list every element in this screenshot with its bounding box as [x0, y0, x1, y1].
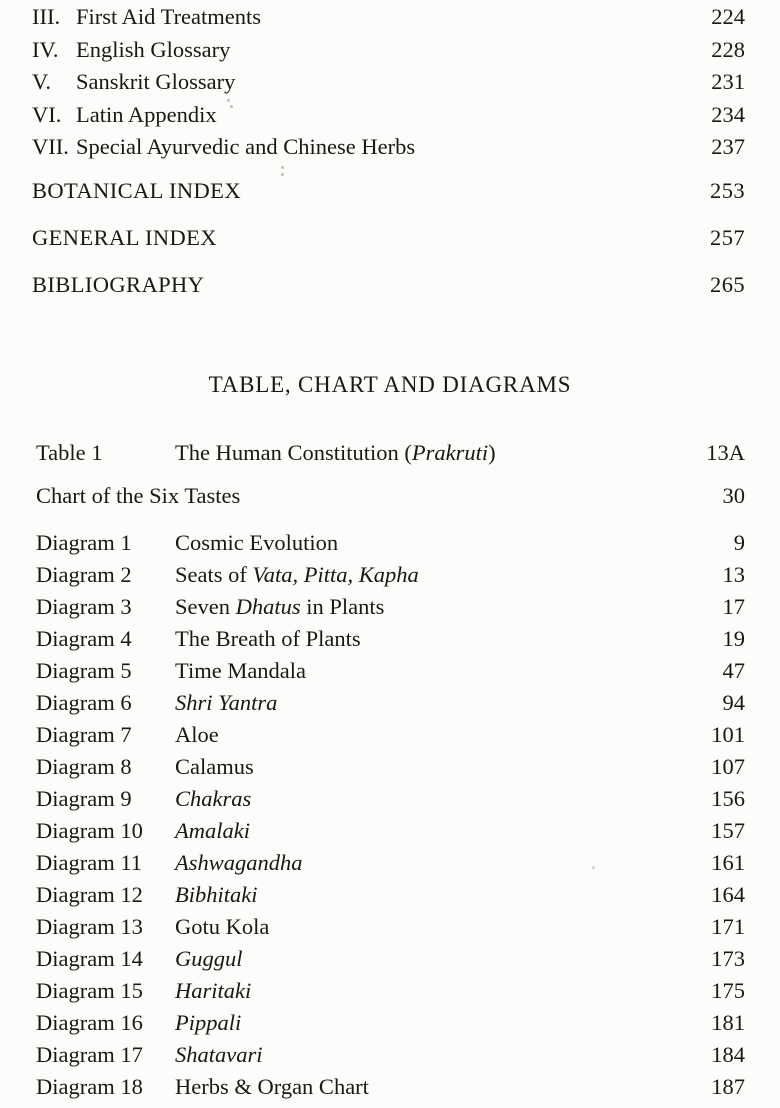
figure-row	[36, 975, 745, 1007]
page-number: 253	[710, 177, 745, 203]
figure-title	[175, 818, 701, 844]
page-number: 101	[711, 722, 745, 747]
italic-term: Chakras	[175, 786, 252, 811]
figure-row	[36, 591, 745, 623]
figure-row	[36, 719, 745, 751]
italic-term: Vata, Pitta, Kapha	[252, 562, 419, 587]
figure-title	[175, 978, 701, 1004]
figure-row	[36, 847, 745, 879]
figure-label: Diagram 4	[36, 626, 132, 651]
plain-text: Seven	[175, 594, 236, 619]
page-number: 257	[710, 224, 745, 250]
figure-row	[36, 623, 745, 655]
page-number: 224	[711, 4, 745, 30]
figure-title	[175, 786, 701, 812]
plain-text: Aloe	[175, 722, 219, 747]
entry-title: BOTANICAL INDEX	[32, 177, 241, 203]
page-number: 17	[722, 594, 745, 619]
entry-title: Sanskrit Glossary	[76, 69, 236, 95]
italic-term: Shatavari	[175, 1042, 263, 1067]
toc-row	[32, 1, 745, 34]
figure-label: Diagram 12	[36, 882, 143, 907]
page-number: 19	[722, 626, 745, 651]
index-row	[32, 261, 745, 308]
section-heading: TABLE, CHART AND DIAGRAMS	[208, 372, 572, 397]
scan-artifact	[592, 866, 595, 869]
figure-title	[175, 1074, 701, 1100]
page-number: 107	[711, 754, 745, 779]
page-number: 234	[711, 101, 745, 127]
page-number: 164	[711, 882, 745, 907]
plain-text: Seats of	[175, 562, 253, 587]
figure-label: Diagram 13	[36, 914, 143, 939]
scan-artifact	[227, 99, 230, 102]
plain-text: Time Mandala	[175, 658, 307, 683]
figure-row	[36, 1071, 745, 1103]
plain-text: The Human Constitution (	[175, 439, 412, 465]
entry-title	[36, 483, 701, 509]
page-number: 184	[711, 1042, 745, 1067]
roman-numeral: VII.	[32, 134, 69, 160]
page-number: 156	[711, 786, 745, 811]
entry-title: Latin Appendix	[76, 101, 217, 127]
plain-text: Calamus	[175, 754, 254, 779]
plain-text: )	[488, 439, 496, 465]
italic-term: Guggul	[175, 946, 243, 971]
entry-title: English Glossary	[76, 36, 231, 62]
figure-title	[175, 754, 701, 780]
figure-row	[36, 815, 745, 847]
page-number: 94	[722, 690, 745, 715]
figure-row	[36, 911, 745, 943]
plain-text: Gotu Kola	[175, 914, 270, 939]
index-list	[0, 167, 780, 308]
figure-row	[36, 687, 745, 719]
toc-row	[32, 66, 745, 99]
figure-row	[36, 783, 745, 815]
figure-row	[36, 751, 745, 783]
scan-artifact	[281, 166, 284, 169]
index-row	[32, 167, 745, 214]
italic-term: Haritaki	[175, 978, 252, 1003]
italic-term: Bibhitaki	[175, 882, 258, 907]
page-number: 13	[722, 562, 745, 587]
figure-row	[36, 559, 745, 591]
figure-label: Diagram 14	[36, 946, 143, 971]
figure-title	[175, 1010, 701, 1036]
italic-term: Dhatus	[235, 594, 301, 619]
plain-text: The Breath of Plants	[175, 626, 361, 651]
page-number: 187	[711, 1074, 745, 1099]
figure-label: Diagram 8	[36, 754, 132, 779]
figure-label: Diagram 10	[36, 818, 143, 843]
figure-title	[175, 946, 701, 972]
page-number: 47	[722, 658, 745, 683]
figure-label: Diagram 9	[36, 786, 132, 811]
plain-text: Herbs & Organ Chart	[175, 1074, 369, 1099]
figure-row	[36, 436, 745, 469]
page-number: 231	[711, 69, 745, 95]
entry-title: GENERAL INDEX	[32, 224, 217, 250]
italic-term: Amalaki	[175, 818, 250, 843]
figure-row	[36, 655, 745, 687]
figure-row	[36, 527, 745, 559]
figure-label: Diagram 15	[36, 978, 143, 1003]
entry-title: Special Ayurvedic and Chinese Herbs	[76, 134, 416, 160]
figure-title	[175, 594, 701, 620]
page-number: 30	[722, 483, 745, 508]
figure-title	[175, 690, 701, 716]
italic-term: Prakruti	[411, 439, 489, 465]
figure-title	[175, 722, 701, 748]
toc-row	[32, 34, 745, 67]
figure-row	[36, 1039, 745, 1071]
roman-numeral: VI.	[32, 101, 62, 127]
figure-label: Diagram 7	[36, 722, 132, 747]
italic-term: Pippali	[175, 1010, 242, 1035]
figure-row	[36, 1007, 745, 1039]
figure-label: Diagram 5	[36, 658, 132, 683]
entry-title: BIBLIOGRAPHY	[32, 271, 205, 297]
plain-text: in Plants	[300, 594, 385, 619]
italic-term: Ashwagandha	[175, 850, 303, 875]
page-number: 237	[711, 134, 745, 160]
figure-title	[175, 850, 701, 876]
plain-text: Cosmic Evolution	[175, 530, 339, 555]
page-number: 228	[711, 36, 745, 62]
figure-title	[175, 530, 701, 556]
page-number: 9	[733, 530, 745, 555]
figure-label: Diagram 2	[36, 562, 132, 587]
figure-row	[36, 879, 745, 911]
page-number: 175	[711, 978, 745, 1003]
figure-label: Diagram 16	[36, 1010, 143, 1035]
figure-title	[175, 882, 701, 908]
figure-title	[175, 658, 701, 684]
figures-list	[0, 436, 780, 1103]
index-row	[32, 214, 745, 261]
toc-row	[32, 131, 745, 164]
figure-label: Diagram 18	[36, 1074, 143, 1099]
figure-title	[175, 562, 701, 588]
figure-row	[36, 480, 745, 512]
page-number: 265	[710, 271, 745, 297]
figure-label: Diagram 11	[36, 850, 143, 875]
page-number: 173	[711, 946, 745, 971]
page-number: 161	[711, 850, 745, 875]
toc-row	[32, 99, 745, 132]
plain-text: Chart of the Six Tastes	[36, 483, 241, 508]
figure-label: Table 1	[36, 439, 103, 465]
figure-title	[175, 914, 701, 940]
figure-label: Diagram 6	[36, 690, 132, 715]
roman-numeral: III.	[32, 4, 61, 30]
entry-title: First Aid Treatments	[76, 4, 262, 30]
figure-title	[175, 626, 701, 652]
figure-label: Diagram 3	[36, 594, 132, 619]
roman-numeral: IV.	[32, 36, 59, 62]
italic-term: Shri Yantra	[175, 690, 278, 715]
figure-row	[36, 943, 745, 975]
figure-label: Diagram 1	[36, 530, 132, 555]
roman-numeral: V.	[32, 69, 51, 95]
figure-label: Diagram 17	[36, 1042, 143, 1067]
page-number: 181	[711, 1010, 745, 1035]
figure-title	[175, 1042, 701, 1068]
page-number: 157	[711, 818, 745, 843]
page-number: 171	[711, 914, 745, 939]
page-number: 13A	[706, 439, 745, 465]
figure-title	[175, 440, 701, 466]
front-matter-list	[0, 0, 780, 164]
